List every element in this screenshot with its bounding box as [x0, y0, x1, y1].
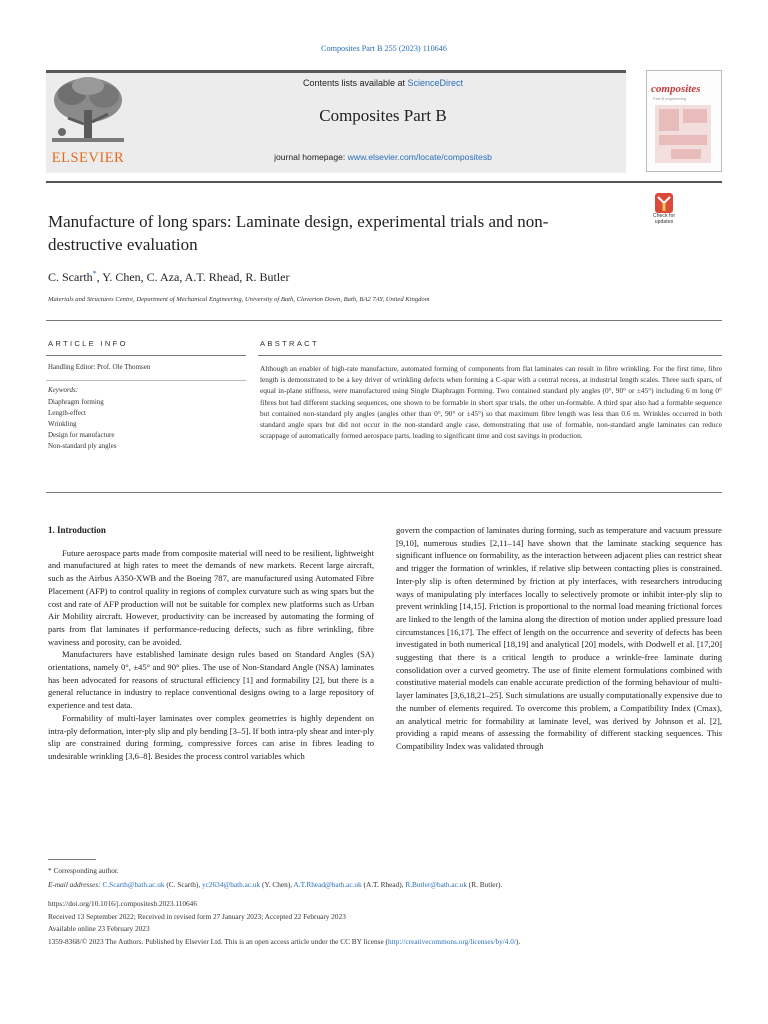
other-authors: , Y. Chen, C. Aza, A.T. Rhead, R. Butler [96, 270, 290, 284]
journal-homepage-link[interactable]: www.elsevier.com/locate/compositesb [347, 152, 492, 162]
corresponding-author-note: * Corresponding author. [48, 866, 119, 875]
email-link[interactable]: C.Scarth@bath.ac.uk [102, 880, 165, 889]
keyword-item: Wrinkling [48, 420, 77, 428]
affiliation: Materials and Structures Centre, Department of Mechanical Engineering, University of Bath, Claverton Down, Bath, BA2 7AY, United Kingdom [48, 296, 430, 303]
cover-subtitle: Part B engineering [653, 96, 687, 101]
body-column-left [48, 524, 374, 763]
body-column-right [396, 524, 722, 753]
corresponding-author-mark[interactable]: * [92, 269, 97, 278]
body-paragraph: govern the compaction of laminates during forming, such as temperature and vacuum pressure [9,10], numerous studies [2,11–14] have shown that the laminate stacking sequence has significant influence on formability, as the interaction between adjacent plies can restrict shear and trigger the formation of wrinkles, if relative slip between contacting plies is constrained. Inter-ply slip is often determined by friction at ply interfaces, with researchers introducing ways of manipulating ply interfaces locally to selectively promote or inhibit inter-ply slip to prevent wrinkling [14,15]. Friction is proportional to the normal load meaning frictional forces are linked to the length of the lamina along the direction of motion under applied pressure load circumstances [16,17]. The effect of length on the occurrence and severity of defects has been investigated in both numerical [18,19] and analytical [20] models, with Dodwell et al. [17,20] suggesting that there is a critical length to produce a wrinkle-free laminate during consolidation over a curved geometry. The use of finite element formulations combined with constitutive material models can enable accurate prediction of the forming behaviour of multi-layer laminates [3,6,18,21–25]. Such simulations are usually computationally expensive due to the number of elements required. To overcome this problem, a Compatibility Index (Cmax), an analytical metric for formability at laminate level, was derived by Johnson et al. [2], providing a rapid means of assessing the formability of different stacking sequences. This Compatibility Index was validated through [396, 525, 723, 751]
section-rule [46, 320, 722, 321]
journal-citation[interactable]: Composites Part B 255 (2023) 110646 [321, 44, 447, 53]
license-line: 1359-8368/© 2023 The Authors. Published by Elsevier Ltd. This is an open access article under the CC BY license (http://creativecommons.org/licenses/by/4.0/). [48, 937, 521, 946]
footnote-rule [48, 859, 96, 860]
article-title: Manufacture of long spars: Laminate design, experimental trials and non-destructive evaluation [48, 212, 549, 254]
email-link[interactable]: A.T.Rhead@bath.ac.uk [293, 880, 362, 889]
available-online: Available online 23 February 2023 [48, 924, 150, 933]
keyword-item: Length-effect [48, 409, 86, 417]
author-list [48, 269, 289, 285]
article-info-heading: ARTICLE INFO [48, 339, 128, 348]
sciencedirect-link[interactable]: ScienceDirect [407, 78, 464, 88]
journal-cover-thumbnail[interactable] [646, 70, 722, 172]
journal-name: Composites Part B [319, 106, 447, 125]
abstract-heading: ABSTRACT [260, 339, 319, 348]
introduction-heading: 1. Introduction [48, 525, 106, 535]
received-dates: Received 13 September 2022; Received in revised form 27 January 2023; Accepted 22 February 2023 [48, 912, 346, 921]
check-for-updates-label: Check for updates [652, 213, 676, 225]
cover-title: composites [651, 83, 701, 95]
keyword-item: Non-standard ply angles [48, 442, 117, 450]
email-addresses: E-mail addresses: C.Scarth@bath.ac.uk (C. Scarth), yc2634@bath.ac.uk (Y. Chen), A.T.Rhead@bath.ac.uk (A.T. Rhead), R.Butler@bath.ac.uk (R. Butler). [48, 880, 503, 889]
elsevier-tree-icon [46, 74, 130, 148]
abstract-bottom-rule [46, 492, 722, 493]
keyword-item: Design for manufacture [48, 431, 115, 439]
article-info-rule [46, 355, 246, 356]
cc-license-link[interactable]: http://creativecommons.org/licenses/by/4.0/ [388, 937, 516, 946]
elsevier-logo[interactable] [46, 74, 130, 166]
body-paragraph: Manufacturers have established laminate design rules based on Standard Angles (SA) orientations, namely 0°, ±45° and 90° plies. The use of Non-Standard Angle (NSA) laminates has been advocated for reasons of structural efficiency [1] and formability [2], but there is a general reluctance in industry to replace conventional designs owing to a large repository of experience and test data. [48, 649, 374, 711]
doi-link[interactable]: https://doi.org/10.1016/j.compositesb.2023.110646 [48, 899, 197, 908]
keywords-list [48, 397, 116, 452]
email-link[interactable]: yc2634@bath.ac.uk [202, 880, 261, 889]
keyword-item: Diaphragm forming [48, 398, 104, 406]
body-paragraph: Future aerospace parts made from composite material will need to be resilient, lightweight and manufactured at high rates to meet the demands of new markets. Recent large aircraft, such as the Airbus A350-XWB and the Boeing 787, are manufactured using Automated Fibre Placement (AFP) to control quality in regions of complex curvature such as wing spars but the cost and rate of AFP production will not be suitable for complex new platforms such as Urban Air Mobility aircraft. However, productivity can be increased by automating the forming of parts from flat laminates if performance-reducing defects, such as fibre wrinkling, fibre waviness and porosity, can be avoided. [48, 547, 374, 647]
abstract-rule [258, 355, 722, 356]
keywords-label: Keywords: [48, 386, 79, 394]
check-updates-icon [646, 193, 682, 213]
cover-artwork [655, 105, 711, 163]
elsevier-wordmark: ELSEVIER [51, 150, 125, 166]
journal-homepage-line: journal homepage: www.elsevier.com/locate/compositesb [274, 152, 492, 162]
handling-editor: Handling Editor: Prof. Ole Thomsen [48, 363, 151, 371]
keywords-rule [46, 380, 246, 381]
abstract-text: Although an enabler of high-rate manufacture, automated forming of components from flat laminates can result in fibre wrinkling. For the first time, fibre length is demonstrated to be a key driver of wrinkling defects when forming a C-spar with a central recess, at industrial length scales. Three such spars, of equal in-plane stiffness, were manufactured using Single Diaphragm Forming. Two contained standard ply angles (0°, 90° or ±45°) including 6 m long 0° fibres but had different stacking sequences, one shown to be formable in short spar trials, the other un-formable. A third spar also had a formable sequence but contained non-standard ply angles (angles other than 0°, 90° or ±45°) so that maximum fibre length was less than 0.6 m. Wrinkles occurred in both standard angle spars but did not occur in the non-standard angle case, demonstrating that use of formable, non-standard angle laminates can reduce scrappage of automatically formed aerospace parts, leading to significant time and cost savings in production. [260, 364, 722, 441]
email-link[interactable]: R.Butler@bath.ac.uk [405, 880, 467, 889]
header-rule [46, 181, 722, 183]
author-scarth[interactable]: C. Scarth [48, 270, 93, 284]
contents-lists-line: Contents lists available at ScienceDirect [302, 78, 464, 88]
body-paragraph: Formability of multi-layer laminates over complex geometries is highly dependent on intra-ply deformation, inter-ply slip and ply bending [3–5]. If both intra-ply shear and inter-ply slip are constrained during forming, compressive forces can arise in fibres leading to undesirable wrinkling [3,6–8]. Besides the process control variables which [48, 712, 374, 761]
